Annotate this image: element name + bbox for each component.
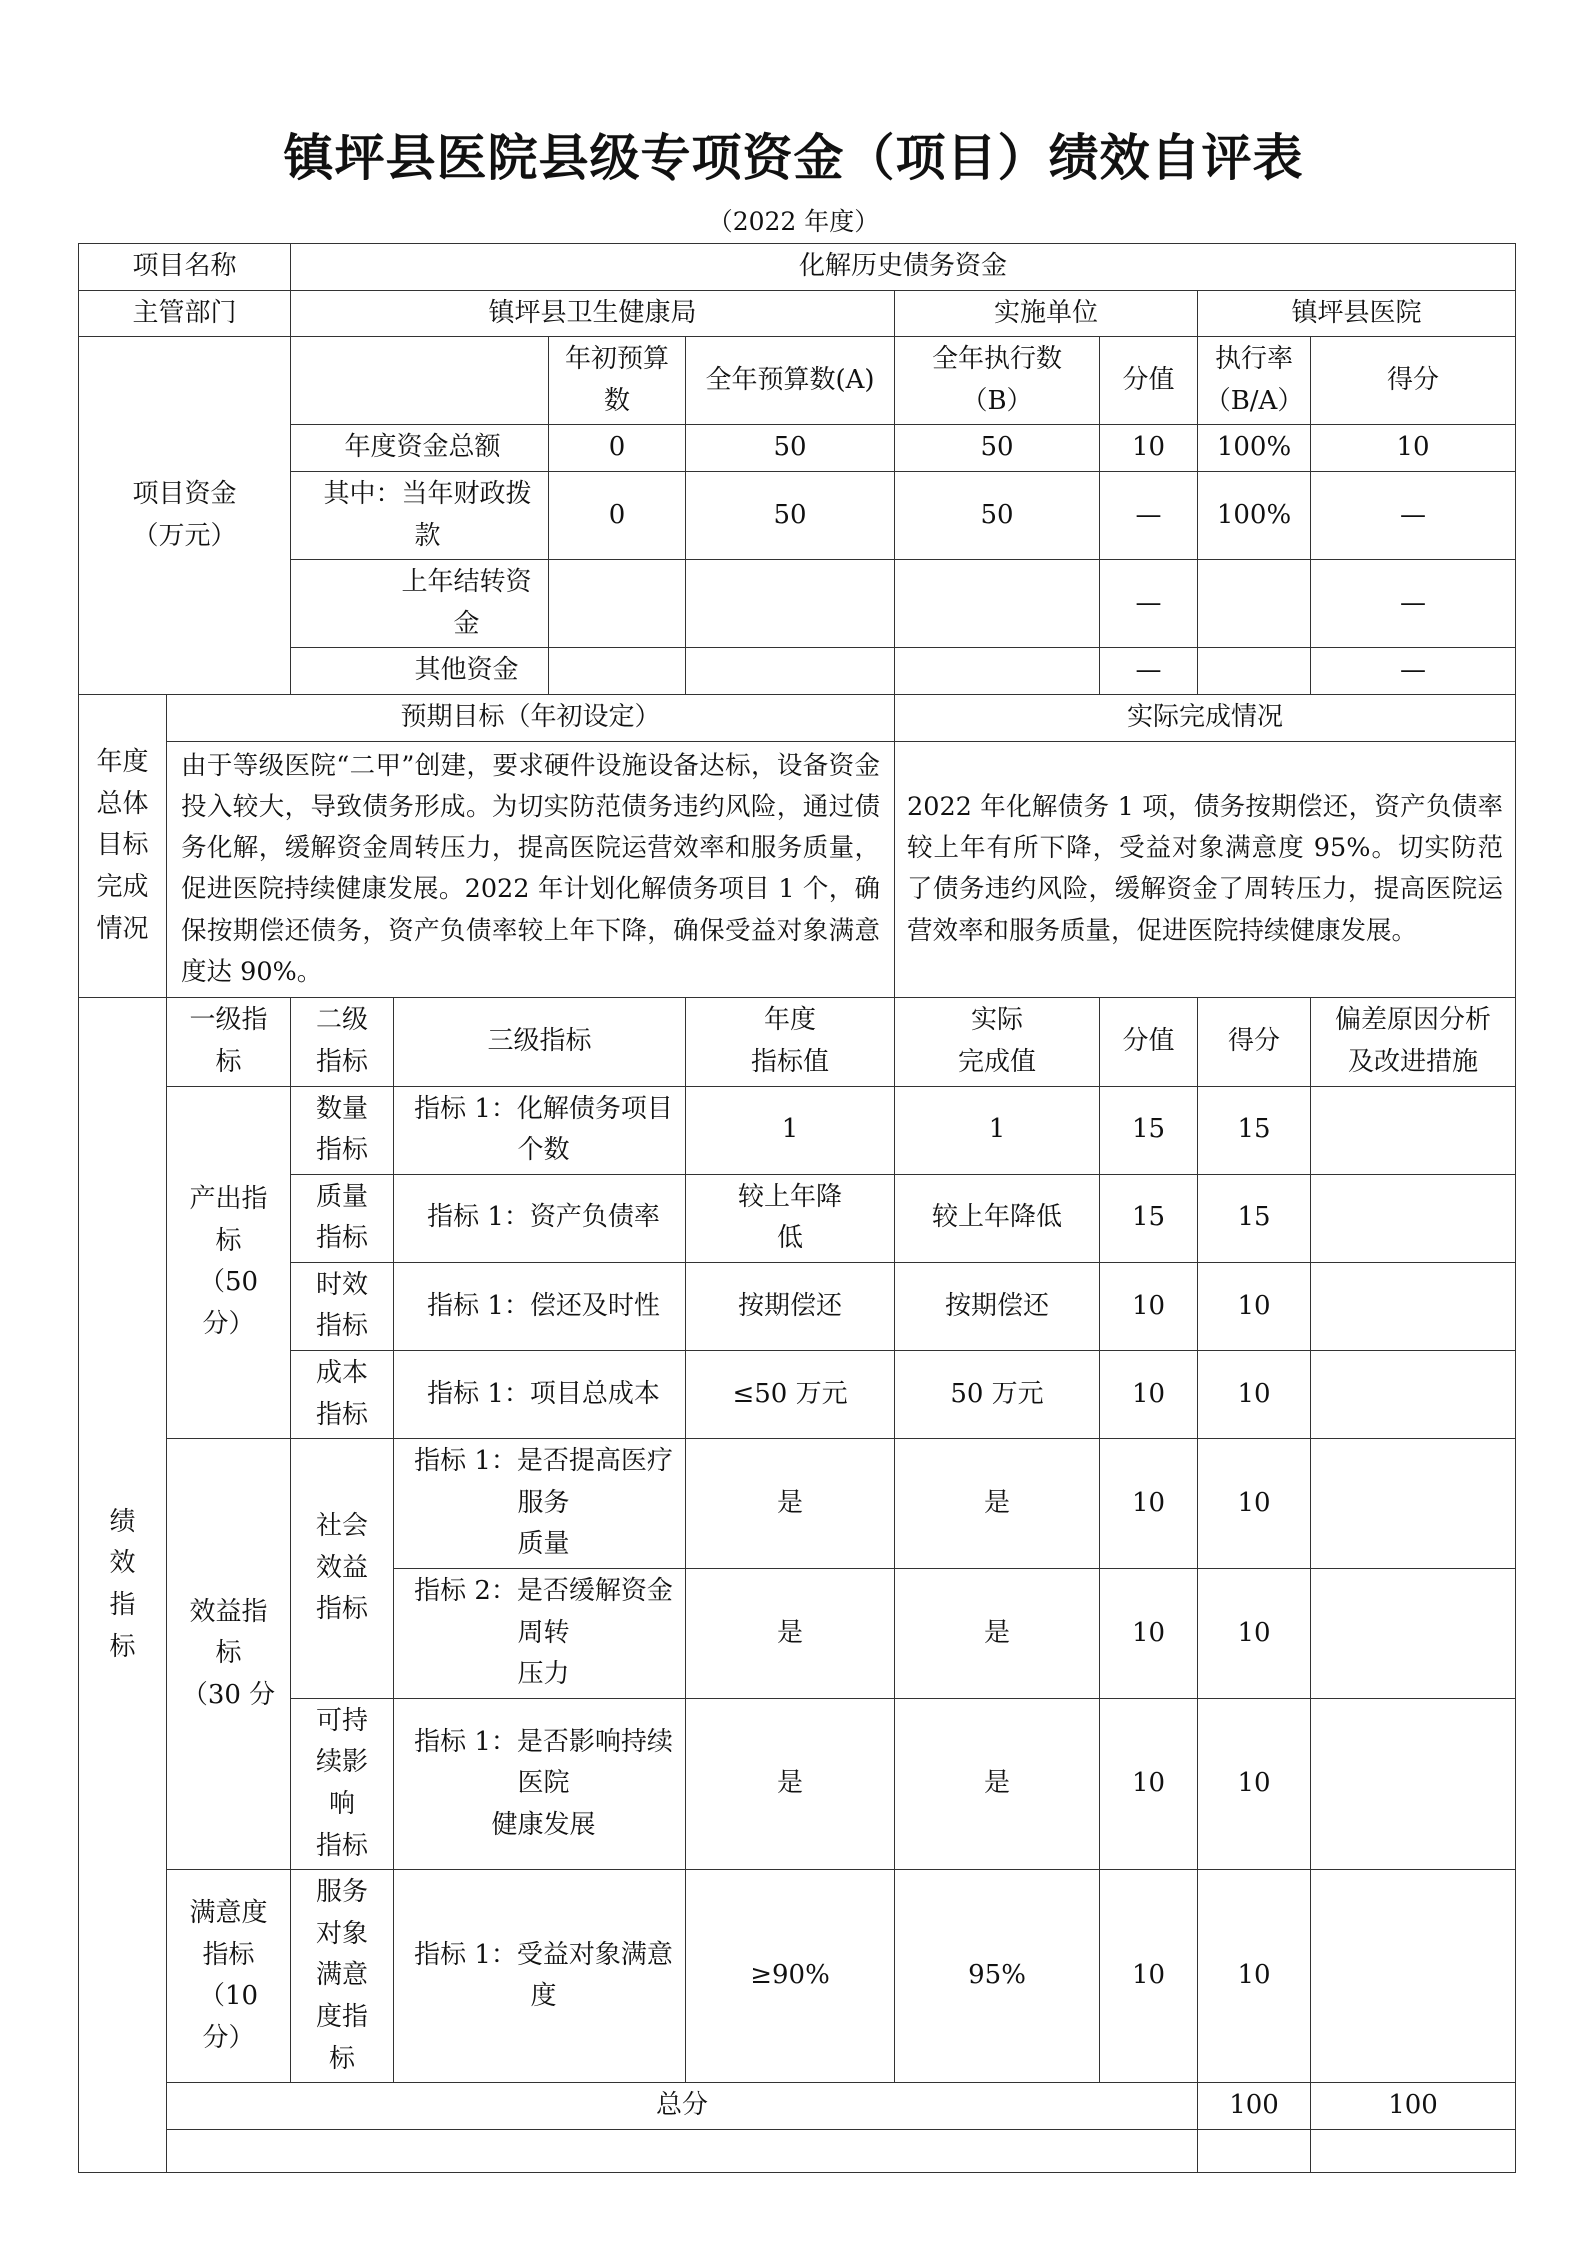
target-header: 年度 指标值: [686, 998, 895, 1086]
funds-label: 项目资金 （万元）: [79, 337, 291, 695]
performance-evaluation-table: [78, 243, 1516, 2173]
perf-row: 产出指 标 （50 分） 数量 指标 指标 1：化解债务项目个数 1 1 15 15: [79, 1086, 1516, 1174]
l3-header: 三级指标: [394, 998, 686, 1086]
perf-row: 效益指 标 （30 分 社会 效益 指标 指标 1：是否提高医疗服务 质量 是 是 10 10: [79, 1439, 1516, 1569]
deviation-cell: [1311, 1439, 1516, 1569]
sustainable-sub-label: 可持 续影 响 指标: [291, 1698, 394, 1869]
goals-header-row: [79, 694, 1516, 741]
funds-row: 年度资金总额 0 50 50 10 100% 10: [79, 425, 1516, 472]
project-name-row: [79, 244, 1516, 291]
perf-header-row: [79, 998, 1516, 1086]
perf-side-label: 绩 效 指 标: [79, 998, 167, 2172]
funds-blank-header: [291, 337, 549, 425]
dept-label: 主管部门: [79, 290, 291, 337]
total-got: 100: [1311, 2083, 1516, 2130]
social-sub-label: 社会 效益 指标: [291, 1439, 394, 1699]
deviation-cell: [1311, 1870, 1516, 2083]
deviation-cell: [1311, 1698, 1516, 1869]
department-row: [79, 290, 1516, 337]
expected-goal-text: 由于等级医院“二甲”创建，要求硬件设施设备达标，设备资金投入较大，导致债务形成。为切实防范债务违约风险，通过债务化解，缓解资金周转压力，提高医院运营效率和服务质量，促进医院持续健康发展。2022 年计划化解债务项目 1 个，确保按期偿还债务，资产负债率较上年下降，确保受益对象满意度达 90%。: [167, 741, 895, 998]
rate-header: 执行率 （B/A）: [1198, 337, 1311, 425]
funds-row: 其中：当年财政拨款 0 50 50 — 100% —: [79, 471, 1516, 559]
funds-row: 上年结转资金 — —: [79, 560, 1516, 648]
executed-header: 全年执行数 （B）: [895, 337, 1100, 425]
quality-sub-label: 质量 指标: [291, 1174, 394, 1262]
total-row: [79, 2083, 1516, 2130]
cost-sub-label: 成本 指标: [291, 1351, 394, 1439]
l1-header: 一级指 标: [167, 998, 291, 1086]
perf-row: 指标 2：是否缓解资金周转 压力 是 是 10 10: [79, 1569, 1516, 1699]
total-score: 100: [1198, 2083, 1311, 2130]
perf-row: 时效 指标 指标 1：偿还及时性 按期偿还 按期偿还 10 10: [79, 1262, 1516, 1350]
perf-row: 成本 指标 指标 1：项目总成本 ≤50 万元 50 万元 10 10: [79, 1351, 1516, 1439]
perf-row: 可持 续影 响 指标 指标 1：是否影响持续医院 健康发展 是 是 10 10: [79, 1698, 1516, 1869]
deviation-header: 偏差原因分析 及改进措施: [1311, 998, 1516, 1086]
project-name-value: 化解历史债务资金: [291, 244, 1516, 291]
goals-label: 年度 总体 目标 完成 情况: [79, 694, 167, 997]
funds-header-row: [79, 337, 1516, 425]
deviation-cell: [1311, 1174, 1516, 1262]
deviation-cell: [1311, 1569, 1516, 1699]
service-sub-label: 服务 对象 满意 度指 标: [291, 1870, 394, 2083]
perf-row: 满意度 指标 （10 分） 服务 对象 满意 度指 标 指标 1：受益对象满意度 ≥90% 95% 10 10: [79, 1870, 1516, 2083]
report-year: （2022 年度）: [707, 207, 880, 236]
full-budget-header: 全年预算数(A): [686, 337, 895, 425]
deviation-cell: [1311, 1086, 1516, 1174]
perf-score-header: 分值: [1100, 998, 1198, 1086]
perf-row: 质量 指标 指标 1：资产负债率 较上年降 低 较上年降低 15 15: [79, 1174, 1516, 1262]
output-group-label: 产出指 标 （50 分）: [167, 1086, 291, 1439]
actual-result-header: 实际完成情况: [895, 694, 1516, 741]
quantity-sub-label: 数量 指标: [291, 1086, 394, 1174]
initial-budget-header: 年初预算 数: [549, 337, 686, 425]
deviation-cell: [1311, 1262, 1516, 1350]
satisfaction-group-label: 满意度 指标 （10 分）: [167, 1870, 291, 2083]
impl-unit-label: 实施单位: [895, 290, 1198, 337]
page-title: 镇坪县医院县级专项资金（项目）绩效自评表: [283, 128, 1304, 187]
perf-got-header: 得分: [1198, 998, 1311, 1086]
timeliness-sub-label: 时效 指标: [291, 1262, 394, 1350]
total-label: 总分: [167, 2083, 1198, 2130]
actual-result-text: 2022 年化解债务 1 项，债务按期偿还，资产负债率较上年有所下降，受益对象满意度 95%。切实防范了债务违约风险，缓解资金了周转压力，提高医院运营效率和服务质量，促进医院持续健康发展。: [895, 741, 1516, 998]
score-header: 分值: [1100, 337, 1198, 425]
benefit-group-label: 效益指 标 （30 分: [167, 1439, 291, 1870]
funds-row: 其他资金 — —: [79, 648, 1516, 695]
expected-goal-header: 预期目标（年初设定）: [167, 694, 895, 741]
goals-content-row: [79, 741, 1516, 998]
dept-value: 镇坪县卫生健康局: [291, 290, 895, 337]
got-header: 得分: [1311, 337, 1516, 425]
project-name-label: 项目名称: [79, 244, 291, 291]
impl-unit-value: 镇坪县医院: [1198, 290, 1516, 337]
deviation-cell: [1311, 1351, 1516, 1439]
actual-header: 实际 完成值: [895, 998, 1100, 1086]
blank-row: [79, 2129, 1516, 2172]
l2-header: 二级 指标: [291, 998, 394, 1086]
